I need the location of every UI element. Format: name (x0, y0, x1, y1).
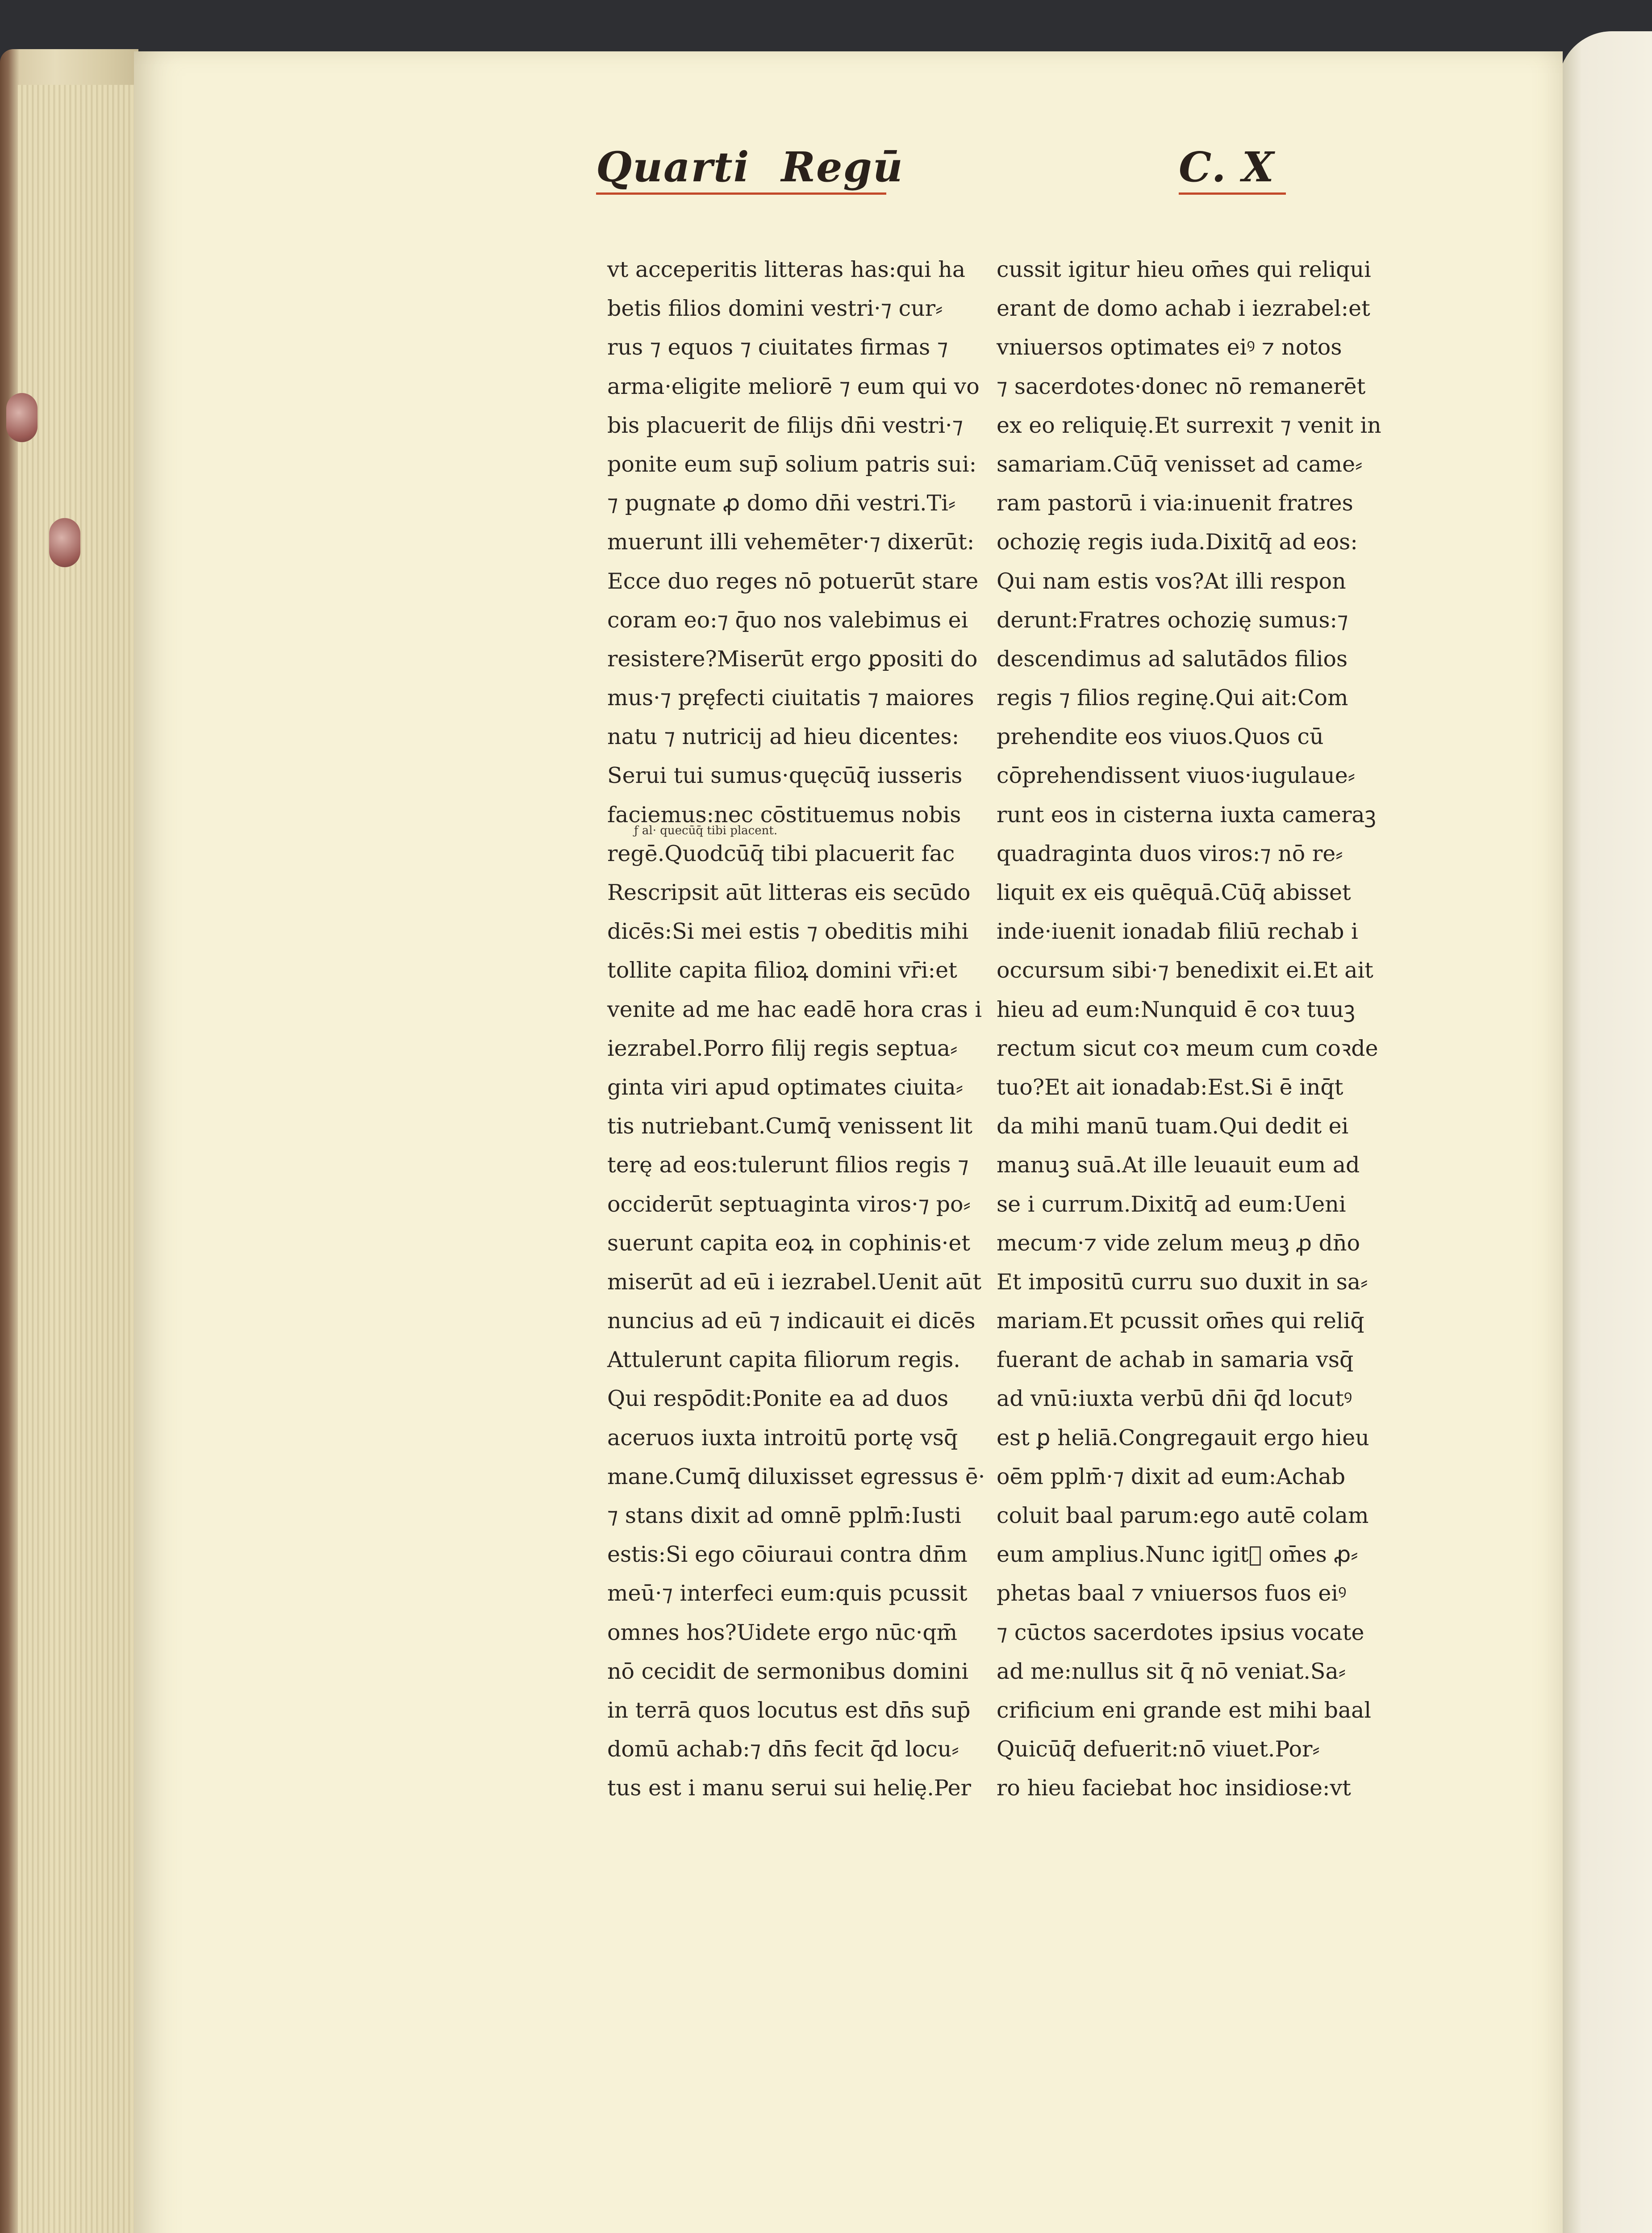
text-line: estis:Si ego cōiuraui contra dn̄m (607, 1542, 968, 1568)
text-line: mane.Cumq̄ diluxisset egressus ē· (607, 1464, 985, 1489)
text-line: suerunt capita eoꝝ in cophinis·et (607, 1230, 971, 1256)
text-line: oēm pplm̄·⁊ dixit ad eum:Achab (997, 1464, 1346, 1489)
text-line: regē.Quodcūq̄ tibi placuerit fac (607, 841, 955, 866)
text-column-left (607, 250, 985, 1808)
text-line: descendimus ad salutādos filios (997, 646, 1348, 672)
page-tab-marker (49, 518, 80, 567)
text-line: ⁊ cūctos sacerdotes ipsius vocate (997, 1619, 1364, 1645)
text-line: ⁊ pugnate ꝓ domo dn̄i vestri.Ti⸗ (607, 490, 956, 516)
text-line: resistere?Miserūt ergo ꝑpositi do (607, 646, 978, 672)
text-line: quadraginta duos viros:⁊ nō re⸗ (997, 841, 1343, 866)
text-line: cussit igitur hieu om̄es qui reliqui (997, 257, 1371, 282)
text-line: bis placuerit de filijs dn̄i vestri·⁊ (607, 412, 963, 438)
text-line: Quicūq̄ defuerit:nō viuet.Por⸗ (997, 1736, 1320, 1762)
folio-letter: C. (1179, 143, 1227, 191)
book-title-word: Quarti (596, 143, 750, 191)
interlinear-note: ƒ al· quecūq̄ tibi placent. (634, 824, 778, 837)
text-line: derunt:Fratres ochozię sumus:⁊ (997, 607, 1348, 633)
text-line: coluit baal parum:ego autē colam (997, 1503, 1369, 1528)
text-line: tollite capita filioꝝ domini vr̄i:et (607, 958, 957, 983)
text-line: mariam.Et pcussit om̄es qui reliq̄ (997, 1308, 1364, 1334)
text-line: miserūt ad eū i iezrabel.Uenit aūt (607, 1269, 982, 1295)
text-line: ochozię regis iuda.Dixitq̄ ad eos: (997, 529, 1358, 555)
text-line: arma·eligite meliorē ⁊ eum qui vo (607, 373, 980, 399)
folio-number: X (1242, 143, 1275, 191)
text-line: occiderūt septuaginta viros·⁊ po⸗ (607, 1191, 971, 1217)
text-line: inde·iuenit ionadab filiū rechab i (997, 919, 1358, 945)
text-line: Rescripsit aūt litteras eis secūdo (607, 880, 971, 905)
text-line: tus est i manu serui sui helię.Per (607, 1775, 971, 1801)
text-line: iezrabel.Porro filij regis septua⸗ (607, 1035, 958, 1061)
text-line: runt eos in cisterna iuxta cameraꝫ (997, 802, 1376, 828)
rubric-underline (596, 192, 886, 195)
book-title-word: Regū (781, 143, 904, 191)
text-line: samariam.Cūq̄ venisset ad came⸗ (997, 451, 1363, 477)
text-line: est ꝑ heliā.Congregauit ergo hieu (997, 1425, 1369, 1451)
text-line: nō cecidit de sermonibus domini (607, 1658, 969, 1684)
text-line: liquit ex eis quēquā.Cūq̄ abisset (997, 880, 1351, 905)
text-line: domū achab:⁊ dn̄s fecit q̄d locu⸗ (607, 1736, 959, 1762)
page-tab-marker (6, 393, 38, 442)
text-line: ex eo reliquię.Et surrexit ⁊ venit in (997, 412, 1381, 438)
text-line: cōprehendissent viuos·iugulaue⸗ (997, 763, 1356, 789)
text-line: Ecce duo reges nō potuerūt stare (607, 568, 979, 594)
text-line: rectum sicut coꝛ meum cum coꝛde (997, 1035, 1378, 1061)
text-line: Et impositū curru suo duxit in sa⸗ (997, 1269, 1368, 1295)
text-line: manuꝫ suā.At ille leuauit eum ad (997, 1152, 1360, 1178)
text-line: vniuersos optimates eiꝰ ⁊ notos (997, 335, 1342, 360)
text-line: ro hieu faciebat hoc insidiose:vt (997, 1775, 1351, 1801)
text-line: aceruos iuxta introitū portę vsq̄ (607, 1425, 958, 1451)
text-line: Serui tui sumus·quęcūq̄ iusseris (607, 763, 963, 789)
text-line: terę ad eos:tulerunt filios regis ⁊ (607, 1152, 969, 1178)
text-line: betis filios domini vestri·⁊ cur⸗ (607, 296, 943, 322)
text-line: dicēs:Si mei estis ⁊ obeditis mihi (607, 919, 969, 945)
text-line: ginta viri apud optimates ciuita⸗ (607, 1074, 964, 1100)
text-line: Qui nam estis vos?At illi respon (997, 568, 1346, 594)
text-line: ad vnū:iuxta verbū dn̄i q̄d locutꝰ (997, 1386, 1352, 1412)
text-line: mecum·⁊ vide zelum meuꝫ ꝓ dn̄o (997, 1230, 1360, 1256)
text-line: ⁊ sacerdotes·donec nō remanerēt (997, 373, 1366, 399)
text-line: meū·⁊ interfeci eum:quis pcussit (607, 1581, 968, 1606)
facing-page-edge (1558, 31, 1652, 2233)
text-line: eum amplius.Nunc igitᷣ om̄es ꝓ⸗ (997, 1542, 1358, 1568)
text-line: Attulerunt capita filiorum regis. (607, 1347, 960, 1373)
text-line: prehendite eos viuos.Quos cū (997, 724, 1324, 750)
text-line: crificium eni grande est mihi baal (997, 1697, 1372, 1723)
running-head-folio (1179, 143, 1286, 192)
text-line: venite ad me hac eadē hora cras i (607, 996, 982, 1022)
text-line: tis nutriebant.Cumq̄ venissent lit (607, 1113, 972, 1139)
text-line: ponite eum sup̄ solium patris sui: (607, 451, 977, 477)
text-line: muerunt illi vehemēter·⁊ dixerūt: (607, 529, 975, 555)
text-line: in terrā quos locutus est dn̄s sup̄ (607, 1697, 971, 1723)
text-line: nuncius ad eū ⁊ indicauit ei dicēs (607, 1308, 976, 1334)
text-line: tuo?Et ait ionadab:Est.Si ē inq̄t (997, 1074, 1343, 1100)
text-line: omnes hos?Uidete ergo nūc·qm̄ (607, 1619, 958, 1645)
text-line: phetas baal ⁊ vniuersos fuos eiꝰ (997, 1581, 1347, 1606)
text-line: rus ⁊ equos ⁊ ciuitates firmas ⁊ (607, 335, 948, 360)
text-line: Qui respōdit:Ponite ea ad duos (607, 1386, 949, 1412)
text-line: coram eo:⁊ q̄uo nos valebimus ei (607, 607, 968, 633)
text-column-right (997, 250, 1381, 1808)
text-line: ad me:nullus sit q̄ nō veniat.Sa⸗ (997, 1658, 1346, 1684)
text-line: natu ⁊ nutricij ad hieu dicentes: (607, 724, 959, 750)
text-line: erant de domo achab i iezrabel:et (997, 296, 1370, 322)
text-line: vt acceperitis litteras has:qui ha (607, 257, 966, 282)
text-line: da mihi manū tuam.Qui dedit ei (997, 1113, 1349, 1139)
text-line: mus·⁊ pręfecti ciuitatis ⁊ maiores (607, 685, 974, 711)
text-line: se i currum.Dixitq̄ ad eum:Ueni (997, 1191, 1346, 1217)
text-line: fuerant de achab in samaria vsq̄ (997, 1347, 1354, 1373)
rubric-underline (1179, 192, 1286, 195)
text-line: occursum sibi·⁊ benedixit ei.Et ait (997, 958, 1373, 983)
text-line: ⁊ stans dixit ad omnē pplm̄:Iusti (607, 1503, 961, 1528)
text-line: faciemus:nec cōstituemus nobis (607, 802, 961, 828)
text-line: ram pastorū i via:inuenit fratres (997, 490, 1353, 516)
running-head-title (596, 143, 904, 192)
text-line: regis ⁊ filios reginę.Qui ait:Com (997, 685, 1348, 711)
text-line: hieu ad eum:Nunquid ē coꝛ tuuꝫ (997, 996, 1355, 1022)
